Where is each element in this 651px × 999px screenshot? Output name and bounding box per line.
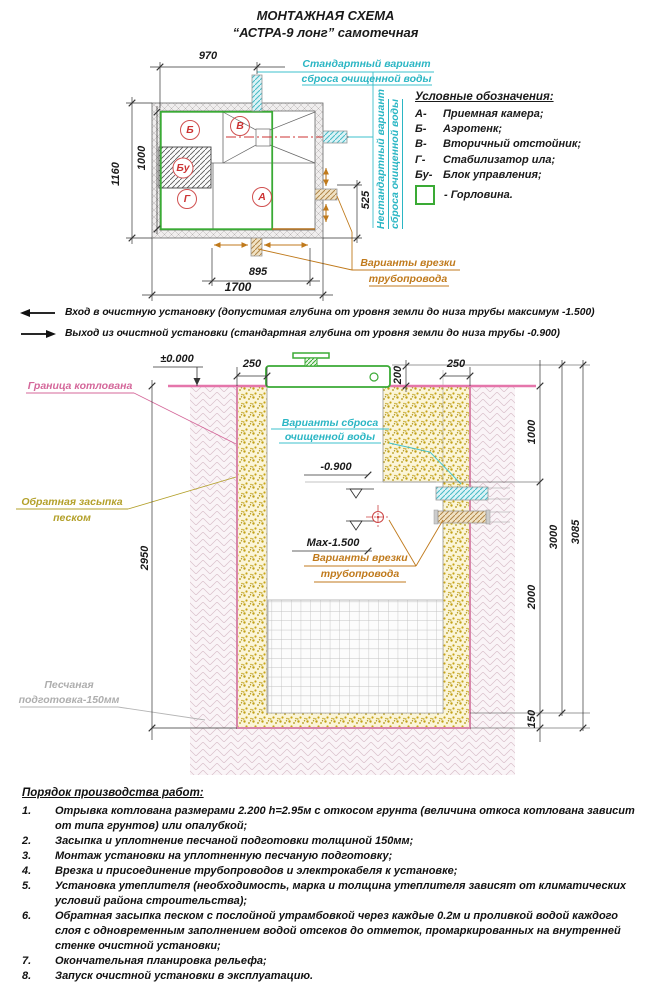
level-zero-label: ±0.000 — [160, 353, 194, 365]
section-dim-200: 200 — [392, 365, 404, 385]
section-dim-1000: 1000 — [526, 419, 538, 445]
section-dim-250-right: 250 — [446, 358, 466, 370]
standard-discharge-label-1: Стандартный вариант — [302, 58, 431, 70]
compartment-b-label: Б — [186, 124, 194, 136]
plan-tap-label-1: Варианты врезки — [360, 257, 456, 269]
legend-item: Г- Стабилизатор ила; — [415, 153, 556, 166]
nonstandard-discharge-label: Нестандартный вариант сброса очищенной воды — [375, 88, 401, 229]
section-dim-250-left: 250 — [242, 358, 262, 370]
procedure-item: 6. Обратная засыпка песком с послойной утрамбовкой через каждые 0.2м и проливкой водой каждого слоя с одновременным заполнением водой отсеков до отметок, промаркированных на внутренней стенке очистной установки; — [22, 910, 621, 952]
procedure-item: 7. Окончательная планировка рельефа; — [22, 955, 267, 967]
compartment-v-label: В — [236, 120, 244, 132]
section-tap-label-1: Варианты врезки — [312, 552, 408, 564]
section-dim-2950: 2950 — [139, 545, 151, 571]
backfill-label-2: песком — [53, 512, 91, 524]
plan-dim-525: 525 — [360, 190, 372, 210]
section-tap-label-2: трубопровода — [320, 568, 400, 580]
plan-dim-970: 970 — [198, 50, 218, 62]
level-0900-label: -0.900 — [320, 461, 352, 473]
section-dim-3085: 3085 — [570, 519, 582, 545]
plan-dim-1160: 1160 — [110, 162, 122, 186]
compartment-a-label: А — [258, 191, 266, 203]
plan-tap-label-2: трубопровода — [368, 273, 448, 285]
compartment-bu-label: Бу — [176, 162, 190, 174]
arrow-right-icon — [20, 329, 56, 339]
note-outlet: Выход из очистной установки (стандартная глубина от уровня земли до низа трубы -0.900) — [20, 328, 645, 339]
gorlovina-square-icon — [415, 185, 435, 205]
page-title: МОНТАЖНАЯ СХЕМА — [256, 8, 395, 23]
section-dim-3000: 3000 — [548, 524, 560, 550]
procedure-item: 1. Отрывка котлована размерами 2.200 h=2.95м с откосом грунта (величина откоса котлована зависит от типа грунтов) или опалубкой; — [22, 805, 635, 832]
legend-title: Условные обозначения: — [415, 91, 554, 103]
page-subtitle: “АСТРА-9 лонг” самотечная — [232, 25, 419, 40]
procedure-section — [22, 787, 642, 984]
procedure-item: 5. Установка утеплителя (необходимость, марка и толщина утеплителя зависят от климатических условий района строительства); — [22, 880, 627, 907]
legend — [415, 91, 647, 205]
procedure-item: 3. Монтаж установки на уплотненную песчаную подготовку; — [22, 850, 393, 862]
discharge-variants-label-1: Варианты сброса — [281, 417, 379, 429]
sand-prep-label-1: Песчаная — [44, 679, 94, 691]
compartment-g-label: Г — [183, 193, 191, 205]
procedure-item: 2. Засыпка и уплотнение песчаной подготовки толщиной 150мм; — [22, 835, 414, 847]
backfill-label-1: Обратная засыпка — [21, 496, 123, 508]
legend-item: Бу- Блок управления; — [415, 168, 542, 181]
procedure-item: 8. Запуск очистной установки в эксплуатацию. — [22, 970, 314, 982]
level-max-label: Мах-1.500 — [306, 537, 360, 549]
arrow-left-icon — [20, 308, 56, 318]
legend-item-gorlovina: - Горловина. — [415, 185, 647, 205]
note-inlet: Вход в очистную установку (допустимая глубина от уровня земли до низа трубы максимум -1.500) — [20, 307, 645, 318]
plan-dim-895: 895 — [248, 266, 268, 278]
sand-prep-label-2: подготовка-150мм — [18, 694, 120, 706]
legend-item: А- Приемная камера; — [415, 108, 544, 120]
standard-discharge-label-2: сброса очищенной воды — [301, 73, 432, 85]
legend-item: Б- Аэротенк; — [415, 123, 503, 136]
procedure-title: Порядок производства работ: — [22, 787, 204, 799]
procedure-item: 4. Врезка и присоединение трубопроводов и электрокабеля к установке; — [22, 865, 458, 877]
plan-dim-1700: 1700 — [224, 280, 252, 294]
section-dim-2000: 2000 — [526, 584, 538, 610]
legend-item: В- Вторичный отстойник; — [415, 138, 582, 151]
discharge-variants-label-2: очищенной воды — [284, 431, 376, 443]
pit-boundary-label: Граница котлована — [27, 380, 133, 392]
section-dim-150: 150 — [526, 709, 538, 729]
plan-dim-1000: 1000 — [136, 145, 148, 171]
